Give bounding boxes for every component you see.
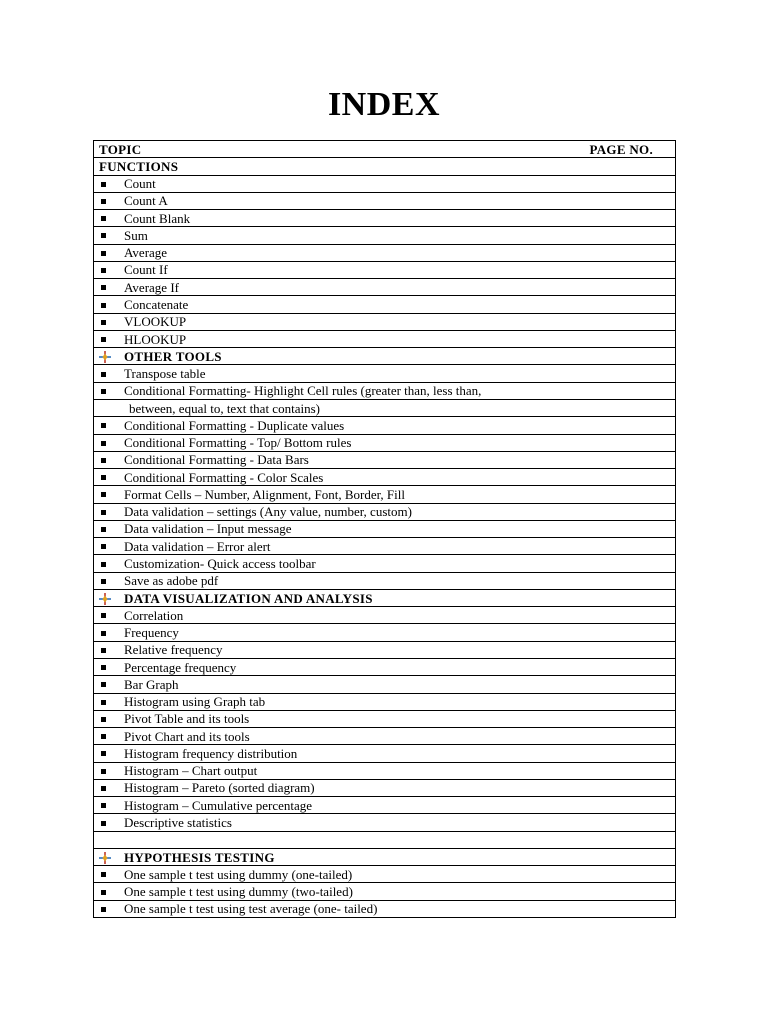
list-item xyxy=(94,313,676,330)
topic-label: Histogram frequency distribution xyxy=(124,745,298,761)
topic-label: Conditional Formatting - Top/ Bottom rules xyxy=(124,435,352,451)
list-item xyxy=(94,469,676,486)
list-item xyxy=(94,779,676,796)
topic-label: Count If xyxy=(124,262,168,278)
topic-label: One sample t test using test average (one- tailed) xyxy=(124,901,378,917)
index-cell xyxy=(94,365,676,382)
index-cell xyxy=(94,572,676,589)
list-item xyxy=(94,797,676,814)
list-item xyxy=(94,866,676,883)
index-cell xyxy=(94,676,676,693)
topic-label: Histogram using Graph tab xyxy=(124,694,266,710)
topic-label: Pivot Chart and its tools xyxy=(124,728,250,744)
bullet-icon xyxy=(101,700,106,705)
list-item xyxy=(94,279,676,296)
topic-label: Frequency xyxy=(124,625,179,641)
section-heading: HYPOTHESIS TESTING xyxy=(124,849,275,865)
index-cell xyxy=(94,693,676,710)
bullet-icon xyxy=(101,458,106,463)
index-cell xyxy=(94,745,676,762)
index-cell xyxy=(94,607,676,624)
index-cell xyxy=(94,900,676,917)
bullet-icon xyxy=(101,890,106,895)
index-cell xyxy=(94,175,676,192)
bullet-icon xyxy=(101,562,106,567)
topic-label: VLOOKUP xyxy=(124,314,187,330)
bullet-icon xyxy=(101,268,106,273)
index-cell xyxy=(94,348,676,365)
index-cell xyxy=(94,227,676,244)
index-cell xyxy=(94,866,676,883)
list-item xyxy=(94,261,676,278)
bullet-icon xyxy=(101,631,106,636)
index-table xyxy=(93,140,676,918)
section-heading: DATA VISUALIZATION AND ANALYSIS xyxy=(124,590,373,606)
list-item xyxy=(94,814,676,831)
list-item xyxy=(94,192,676,209)
topic-label: Histogram – Chart output xyxy=(124,763,258,779)
bullet-icon xyxy=(101,786,106,791)
list-item xyxy=(94,175,676,192)
index-cell xyxy=(94,814,676,831)
topic-label: Format Cells – Number, Alignment, Font, Border, Fill xyxy=(124,486,405,502)
list-item xyxy=(94,382,676,399)
bullet-icon xyxy=(101,821,106,826)
index-cell xyxy=(94,762,676,779)
bullet-icon xyxy=(101,665,106,670)
topic-label: Count Blank xyxy=(124,210,191,226)
topic-label: Data validation – settings (Any value, number, custom) xyxy=(124,504,412,520)
index-cell xyxy=(94,520,676,537)
section-heading-row xyxy=(94,848,676,865)
topic-label: Percentage frequency xyxy=(124,659,237,675)
topic-label: Average xyxy=(124,245,168,261)
index-cell xyxy=(94,261,676,278)
topic-label: Conditional Formatting- Highlight Cell rules (greater than, less than, xyxy=(124,383,482,399)
bullet-icon xyxy=(101,717,106,722)
bullet-icon xyxy=(101,182,106,187)
bullet-icon xyxy=(101,907,106,912)
list-item xyxy=(94,210,676,227)
bullet-icon xyxy=(101,648,106,653)
index-cell xyxy=(94,589,676,606)
page-title: INDEX xyxy=(327,86,441,123)
list-item xyxy=(94,417,676,434)
topic-label: Save as adobe pdf xyxy=(124,573,219,589)
index-cell xyxy=(94,538,676,555)
list-item xyxy=(94,503,676,520)
bullet-icon xyxy=(101,751,106,756)
index-cell xyxy=(94,244,676,261)
topic-label: Correlation xyxy=(124,607,184,623)
bullet-icon xyxy=(101,872,106,877)
index-cell xyxy=(94,641,676,658)
topic-label: Data validation – Error alert xyxy=(124,538,271,554)
page-no-header: PAGE NO. xyxy=(589,141,653,157)
list-item xyxy=(94,658,676,675)
section-heading-row xyxy=(94,589,676,606)
topic-label: One sample t test using dummy (two-tailed) xyxy=(124,884,353,900)
index-cell xyxy=(94,330,676,347)
index-cell xyxy=(94,624,676,641)
topic-header: TOPIC xyxy=(99,141,142,157)
list-item xyxy=(94,900,676,917)
index-cell xyxy=(94,451,676,468)
index-cell xyxy=(94,555,676,572)
list-item xyxy=(94,296,676,313)
bullet-icon xyxy=(101,251,106,256)
index-cell xyxy=(94,210,676,227)
topic-label: HLOOKUP xyxy=(124,331,187,347)
list-item xyxy=(94,693,676,710)
bullet-icon xyxy=(101,579,106,584)
index-cell xyxy=(94,382,676,399)
topic-label: Average If xyxy=(124,279,179,295)
bullet-icon xyxy=(101,337,106,342)
list-item xyxy=(94,434,676,451)
list-item-continuation xyxy=(94,399,676,416)
list-item xyxy=(94,745,676,762)
bullet-icon xyxy=(101,320,106,325)
section-heading: FUNCTIONS xyxy=(99,158,179,174)
topic-label: Conditional Formatting - Duplicate values xyxy=(124,417,345,433)
list-item xyxy=(94,607,676,624)
topic-label: between, equal to, text that contains) xyxy=(129,400,320,416)
bullet-icon xyxy=(101,285,106,290)
section-heading-row xyxy=(94,158,676,175)
index-cell xyxy=(94,848,676,865)
topic-label: Bar Graph xyxy=(124,676,179,692)
topic-label: Relative frequency xyxy=(124,642,223,658)
index-cell xyxy=(94,831,676,848)
bullet-icon xyxy=(101,510,106,515)
table-header-row xyxy=(94,141,676,158)
topic-label: One sample t test using dummy (one-tailed) xyxy=(124,866,353,882)
list-item xyxy=(94,227,676,244)
index-cell xyxy=(94,779,676,796)
list-item xyxy=(94,451,676,468)
topic-label: Conditional Formatting - Color Scales xyxy=(124,469,324,485)
index-cell xyxy=(94,417,676,434)
topic-label: Count A xyxy=(124,193,168,209)
index-cell xyxy=(94,710,676,727)
bullet-icon xyxy=(101,613,106,618)
bullet-icon xyxy=(101,803,106,808)
bullet-icon xyxy=(101,303,106,308)
list-item xyxy=(94,365,676,382)
bullet-icon xyxy=(101,389,106,394)
index-cell xyxy=(94,486,676,503)
list-item xyxy=(94,572,676,589)
topic-label: Histogram – Cumulative percentage xyxy=(124,797,313,813)
bullet-icon xyxy=(101,423,106,428)
list-item xyxy=(94,676,676,693)
bullet-icon xyxy=(101,475,106,480)
list-item xyxy=(94,244,676,261)
blank-row xyxy=(94,831,676,848)
index-cell xyxy=(94,658,676,675)
topic-label: Count xyxy=(124,176,156,192)
list-item xyxy=(94,330,676,347)
topic-label: Customization- Quick access toolbar xyxy=(124,556,316,571)
section-marker-icon xyxy=(99,852,124,864)
topic-label: Concatenate xyxy=(124,297,189,313)
list-item xyxy=(94,762,676,779)
index-cell xyxy=(94,313,676,330)
index-cell xyxy=(94,469,676,486)
index-cell xyxy=(94,296,676,313)
index-cell xyxy=(94,434,676,451)
index-cell xyxy=(94,883,676,900)
list-item xyxy=(94,486,676,503)
index-cell xyxy=(94,158,676,175)
bullet-icon xyxy=(101,492,106,497)
topic-label: Conditional Formatting - Data Bars xyxy=(124,452,309,468)
bullet-icon xyxy=(101,441,106,446)
bullet-icon xyxy=(101,372,106,377)
index-cell xyxy=(94,503,676,520)
topic-label: Histogram – Pareto (sorted diagram) xyxy=(124,780,315,796)
topic-label: Descriptive statistics xyxy=(124,814,232,830)
bullet-icon xyxy=(101,199,106,204)
section-marker-icon xyxy=(99,593,124,605)
list-item xyxy=(94,520,676,537)
index-cell xyxy=(94,192,676,209)
list-item xyxy=(94,710,676,727)
bullet-icon xyxy=(101,682,106,687)
list-item xyxy=(94,624,676,641)
index-cell xyxy=(94,728,676,745)
list-item xyxy=(94,883,676,900)
bullet-icon xyxy=(101,233,106,238)
list-item xyxy=(94,728,676,745)
list-item xyxy=(94,538,676,555)
index-cell xyxy=(94,399,676,416)
topic-label: Data validation – Input message xyxy=(124,521,292,537)
section-heading: OTHER TOOLS xyxy=(124,348,222,364)
topic-label: Transpose table xyxy=(124,366,206,382)
bullet-icon xyxy=(101,769,106,774)
index-cell xyxy=(94,797,676,814)
list-item xyxy=(94,641,676,658)
bullet-icon xyxy=(101,527,106,532)
topic-label: Sum xyxy=(124,227,148,243)
index-cell xyxy=(94,279,676,296)
bullet-icon xyxy=(101,734,106,739)
topic-label: Pivot Table and its tools xyxy=(124,711,250,727)
header-cell xyxy=(94,141,676,158)
section-heading-row xyxy=(94,348,676,365)
section-marker-icon xyxy=(99,351,124,363)
list-item xyxy=(94,555,676,572)
bullet-icon xyxy=(101,544,106,549)
bullet-icon xyxy=(101,216,106,221)
